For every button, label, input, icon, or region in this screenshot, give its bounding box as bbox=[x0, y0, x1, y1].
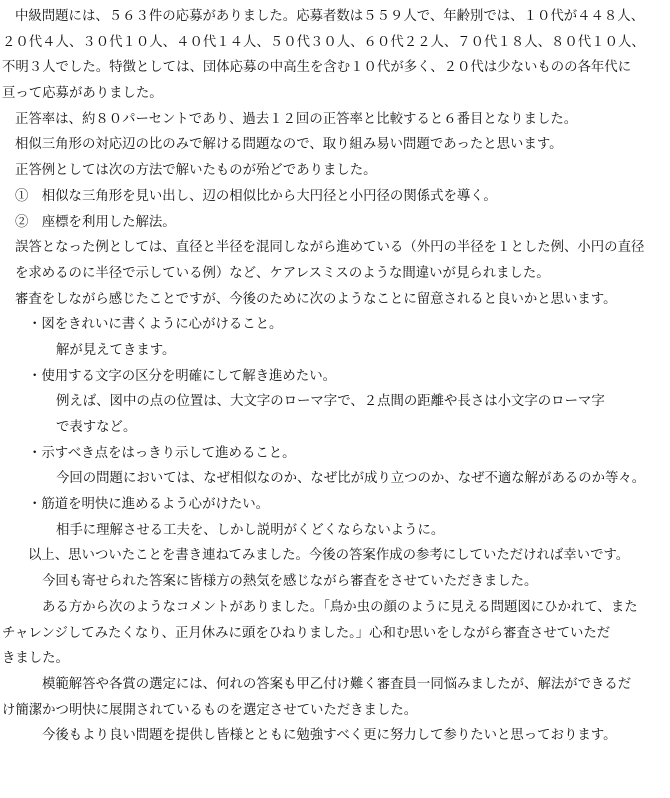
paragraph-line: チャレンジしてみたくなり、正月休みに頭をひねりました。」心和む思いをしながら審査させていただ bbox=[2, 625, 611, 641]
paragraph-line: を求めるのに半径で示している例）など、ケアレスミスのような間違いが見られました。 bbox=[15, 265, 550, 281]
paragraph-line: 誤答となった例としては、直径と半径を混同しながら進めている（外円の半径を１とした例、小円の直径 bbox=[15, 240, 645, 256]
paragraph-line: 審査をしながら感じたことですが、今後のために次のようなことに留意されると良いかと思います。 bbox=[15, 291, 617, 307]
bullet-item: ・図をきれいに書くように心がけること。 bbox=[28, 317, 283, 333]
paragraph-line: 正答率は、約８０パーセントであり、過去１２回の正答率と比較すると６番目となりました。 bbox=[15, 111, 578, 127]
paragraph-line: け簡潔かつ明快に展開されているものを選定させていただきました。 bbox=[2, 702, 418, 718]
bullet-item: ・筋道を明快に進めるよう心がけたい。 bbox=[28, 497, 270, 513]
paragraph-line: 今回も寄せられた答案に皆様方の熱気を感じながら審査をさせていただきました。 bbox=[42, 574, 538, 590]
paragraph-line: きました。 bbox=[2, 651, 69, 667]
list-item: ① 相似な三角形を見い出し、辺の相似比から大円径と小円径の関係式を導く。 bbox=[15, 188, 497, 204]
paragraph-line: ある方から次のようなコメントがありました。「鳥か虫の顔のように見える問題図にひかれて、また bbox=[42, 599, 638, 615]
paragraph-line: 以上、思いついたことを書き連ねてみました。今後の答案作成の参考にしていただければ幸いです。 bbox=[28, 548, 630, 564]
paragraph-line: 正答例としては次の方法で解いたものが殆どでありました。 bbox=[15, 163, 377, 179]
bullet-item: ・使用する文字の区分を明確にして解き進めたい。 bbox=[28, 368, 336, 384]
bullet-detail: 相手に理解させる工夫を、しかし説明がくどくならないように。 bbox=[56, 522, 445, 538]
bullet-detail: で表すなど。 bbox=[56, 420, 137, 435]
bullet-detail: 解が見えてきます。 bbox=[56, 342, 176, 358]
paragraph-line: 相似三角形の対応辺の比のみで解ける問題なので、取り組み易い問題であったと思います。 bbox=[15, 137, 563, 153]
bullet-detail: 例えば、図中の点の位置は、大文字のローマ字で、２点間の距離や長さは小文字のローマ字 bbox=[56, 394, 605, 410]
list-item: ② 座標を利用した解法。 bbox=[15, 214, 176, 230]
bullet-item: ・示すべき点をはっきり示して進めること。 bbox=[28, 445, 296, 461]
bullet-detail: 今回の問題においては、なぜ相似なのか、なぜ比が成り立つのか、なぜ不適な解があるのか等々。 bbox=[56, 471, 646, 487]
paragraph-line: 今後もより良い問題を提供し皆様とともに勉強すべく更に努力して参りたいと思っております。 bbox=[42, 728, 617, 744]
paragraph-line: 不明３人でした。特徴としては、団体応募の中高生を含む１０代が多く、２０代は少ないものの各年代に bbox=[2, 60, 632, 76]
paragraph-line: 中級問題には、５６３件の応募がありました。応募者数は５５９人で、年齢別では、１０代が４４８人、 bbox=[15, 9, 645, 24]
paragraph-line: 亘って応募がありました。 bbox=[2, 86, 163, 102]
paragraph-line: ２０代４人、３０代１０人、４０代１４人、５０代３０人、６０代２２人、７０代１８人、８０代１０人、 bbox=[2, 34, 645, 50]
paragraph-line: 模範解答や各賞の選定には、何れの答案も甲乙付け難く審査員一同悩みましたが、解法ができるだ bbox=[42, 676, 632, 692]
